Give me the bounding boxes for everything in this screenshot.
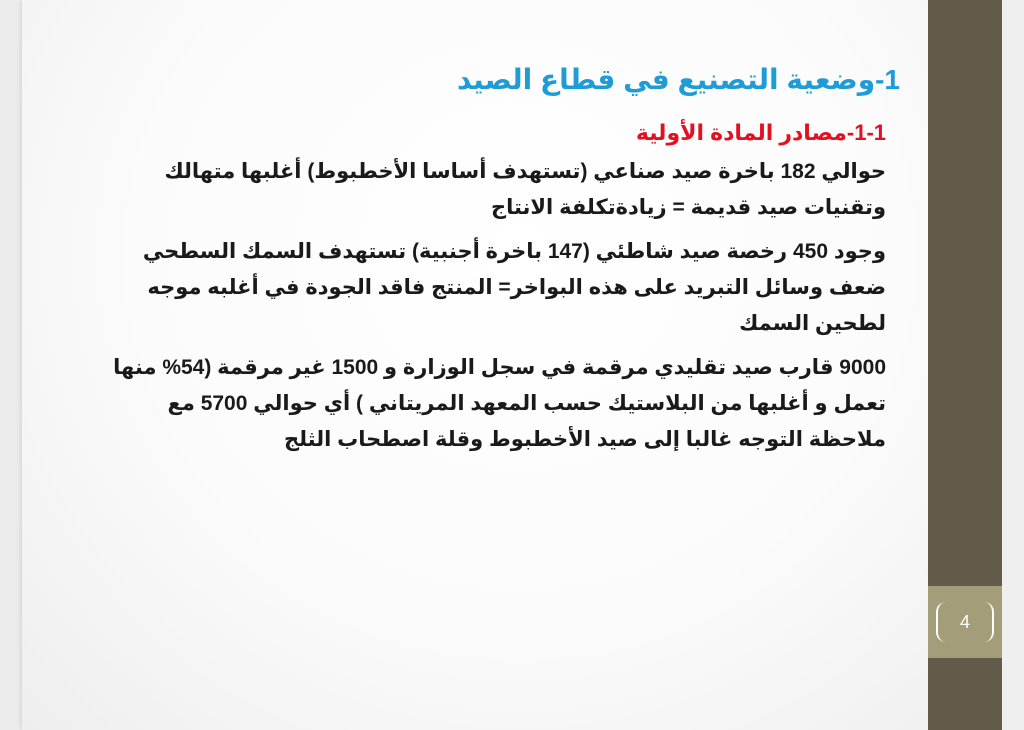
slide-title: 1-وضعية التصنيع في قطاع الصيد	[456, 64, 900, 95]
page-number: 4	[959, 611, 970, 632]
slide-content	[92, 60, 900, 466]
section-heading: 1-1-مصادر المادة الأولية	[635, 120, 886, 145]
slide	[22, 0, 928, 730]
sidebar-edge	[1002, 0, 1024, 730]
paragraph-industrial-fleet: حوالي 182 باخرة صيد صناعي (تستهدف أساسا الأخطبوط) أغلبها متهالك وتقنيات صيد قديمة = زيادةتكلفة الانتاج	[164, 160, 886, 219]
paragraph-artisanal-boats: 9000 قارب صيد تقليدي مرقمة في سجل الوزارة و 1500 غير مرقمة (54% منها تعمل و أغلبها من البلاستيك حسب المعهد المريتاني ) أي حوالي 5700 مع ملاحظة التوجه غالبا إلى صيد الأخطبوط وقلة اصطحاب الثلج	[113, 356, 886, 451]
paragraph-coastal-licenses: وجود 450 رخصة صيد شاطئي (147 باخرة أجنبية) تستهدف السمك السطحي ضعف وسائل التبريد على هذه البواخر= المنتج فاقد الجودة في أغلبه موجه لطحين السمك	[142, 240, 886, 335]
page-number-bracket	[936, 602, 994, 642]
